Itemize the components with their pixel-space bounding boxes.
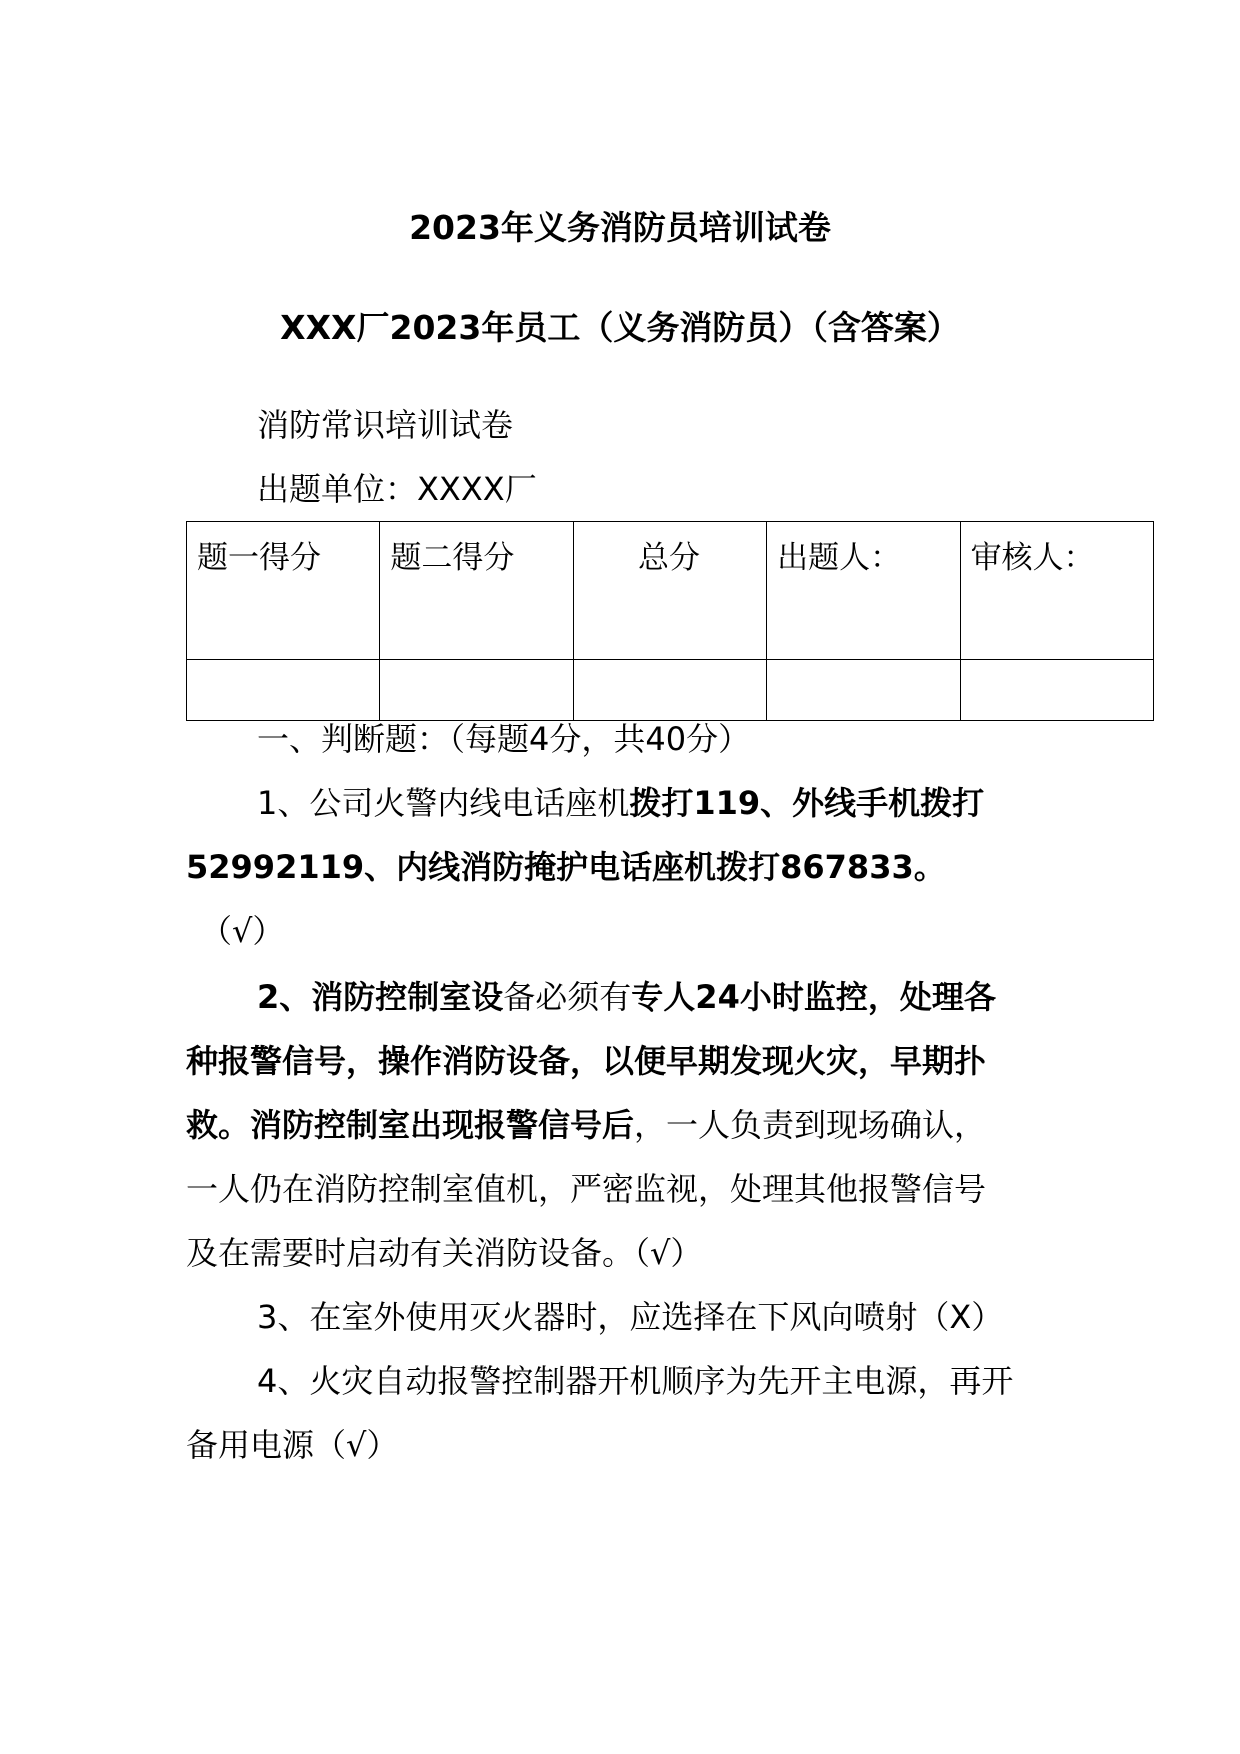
question-2-line-5: 及在需要时启动有关消防设备。（√） [186,1234,703,1272]
section-1-heading: 一、判断题：（每题4分，共40分） [257,720,751,758]
question-4-line-1: 4、火灾自动报警控制器开机顺序为先开主电源，再开 [257,1362,1014,1400]
question-4-line-2: 备用电源（√） [186,1426,399,1464]
document-title: 2023年义务消防员培训试卷 [409,208,831,247]
q2-bold-2: 种报警信号，操作消防设备，以便早期发现火灾，早期扑 [186,1042,987,1080]
q2-bold-b: 专人24小时监控，处理各 [631,978,996,1016]
reviewer-cell [960,660,1153,721]
question-1-line-1 [257,783,984,823]
question-1-answer: （√） [200,912,285,950]
score-table-header-row [187,522,1154,660]
question-1-line-2 [186,847,946,887]
question-2-line-3 [186,1105,986,1145]
q2-bold-3: 救。消防控制室出现报警信号后 [186,1106,635,1144]
score-table [186,521,1154,721]
score-table-entry-row [187,660,1154,721]
q2-plain-3: ，一人负责到现场确认， [634,1106,987,1144]
question-3: 3、在室外使用灭火器时，应选择在下风向喷射（X） [257,1298,1004,1336]
q1-bold-text: 拨打119、外线手机拨打 [629,784,985,822]
document-subtitle: XXX厂2023年员工（义务消防员）（含答案） [280,308,960,347]
q1-text: 1、公司火警内线电话座机 [257,784,630,822]
q2-plain: 备必须有 [503,978,632,1016]
question-setter-cell [767,660,960,721]
question-2-line-2 [186,1041,986,1081]
header-question-setter: 出题人： [767,522,960,660]
issuing-unit: 出题单位：XXXX厂 [257,470,537,508]
header-q2-score: 题二得分 [380,522,573,660]
exam-name: 消防常识培训试卷 [257,406,514,444]
header-q1-score: 题一得分 [187,522,380,660]
total-score-cell [573,660,766,721]
q2-score-cell [380,660,573,721]
q2-bold-a: 2、消防控制室设 [257,978,504,1016]
header-reviewer: 审核人： [960,522,1153,660]
header-total-score: 总分 [573,522,766,660]
question-2-line-4: 一人仍在消防控制室值机，严密监视，处理其他报警信号 [186,1170,987,1208]
question-2-line-1 [257,977,996,1017]
q1-bold-text-2: 52992119、内线消防掩护电话座机拨打867833。 [186,848,946,886]
q1-score-cell [187,660,380,721]
